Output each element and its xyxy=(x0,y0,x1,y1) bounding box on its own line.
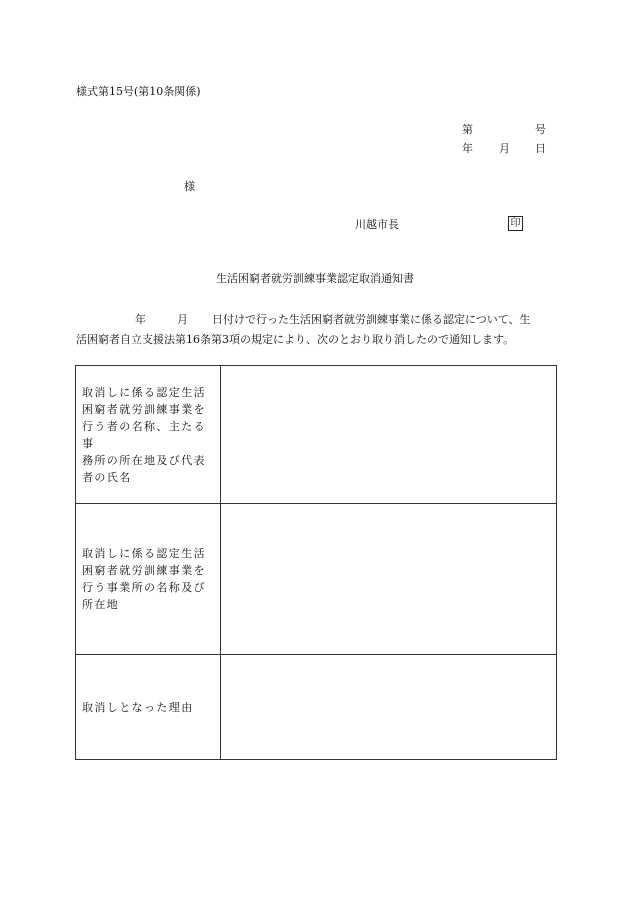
seal-mark: 印 xyxy=(508,216,523,231)
doc-number-prefix: 第 xyxy=(462,123,473,136)
date-year: 年 xyxy=(462,142,473,155)
table-row xyxy=(76,655,556,759)
table-row xyxy=(76,366,556,504)
date-month: 月 xyxy=(499,142,510,155)
revocation-reason-field[interactable] xyxy=(221,655,556,759)
row-label-cell xyxy=(76,655,221,759)
body-month: 月 xyxy=(177,313,188,326)
addressee-suffix: 様 xyxy=(184,180,195,193)
document-number xyxy=(462,124,546,138)
body-line1-text: 日付けで行った生活困窮者就労訓練事業に係る認定について、生 xyxy=(212,313,531,326)
form-number: 様式第15号(第10条関係) xyxy=(76,85,201,98)
date-day: 日 xyxy=(535,142,546,155)
row-label-cell xyxy=(76,366,221,503)
row-label: 取消しに係る認定生活 困窮者就労訓練事業を 行う事業所の名称及び 所在地 xyxy=(82,547,206,611)
table-row xyxy=(76,504,556,655)
office-info-field[interactable] xyxy=(221,504,556,654)
notice-table xyxy=(75,365,557,760)
operator-info-field[interactable] xyxy=(221,366,556,503)
row-label-cell xyxy=(76,504,221,654)
document-title: 生活困窮者就労訓練事業認定取消通知書 xyxy=(216,272,414,285)
body-line-2: 活困窮者自立支援法第16条第3項の規定により、次のとおり取り消したので通知します。 xyxy=(76,333,515,346)
issue-date xyxy=(462,143,546,157)
notice-body xyxy=(76,310,556,350)
issuer-name: 川越市長 xyxy=(355,218,399,231)
row-label: 取消しに係る認定生活 困窮者就労訓練事業を 行う者の名称、主たる事 務所の所在地及び代表 者の氏名 xyxy=(82,385,206,484)
row-label: 取消しとなった理由 xyxy=(82,700,194,714)
body-line-1 xyxy=(76,310,556,330)
doc-number-suffix: 号 xyxy=(535,123,546,136)
body-year: 年 xyxy=(135,313,146,326)
